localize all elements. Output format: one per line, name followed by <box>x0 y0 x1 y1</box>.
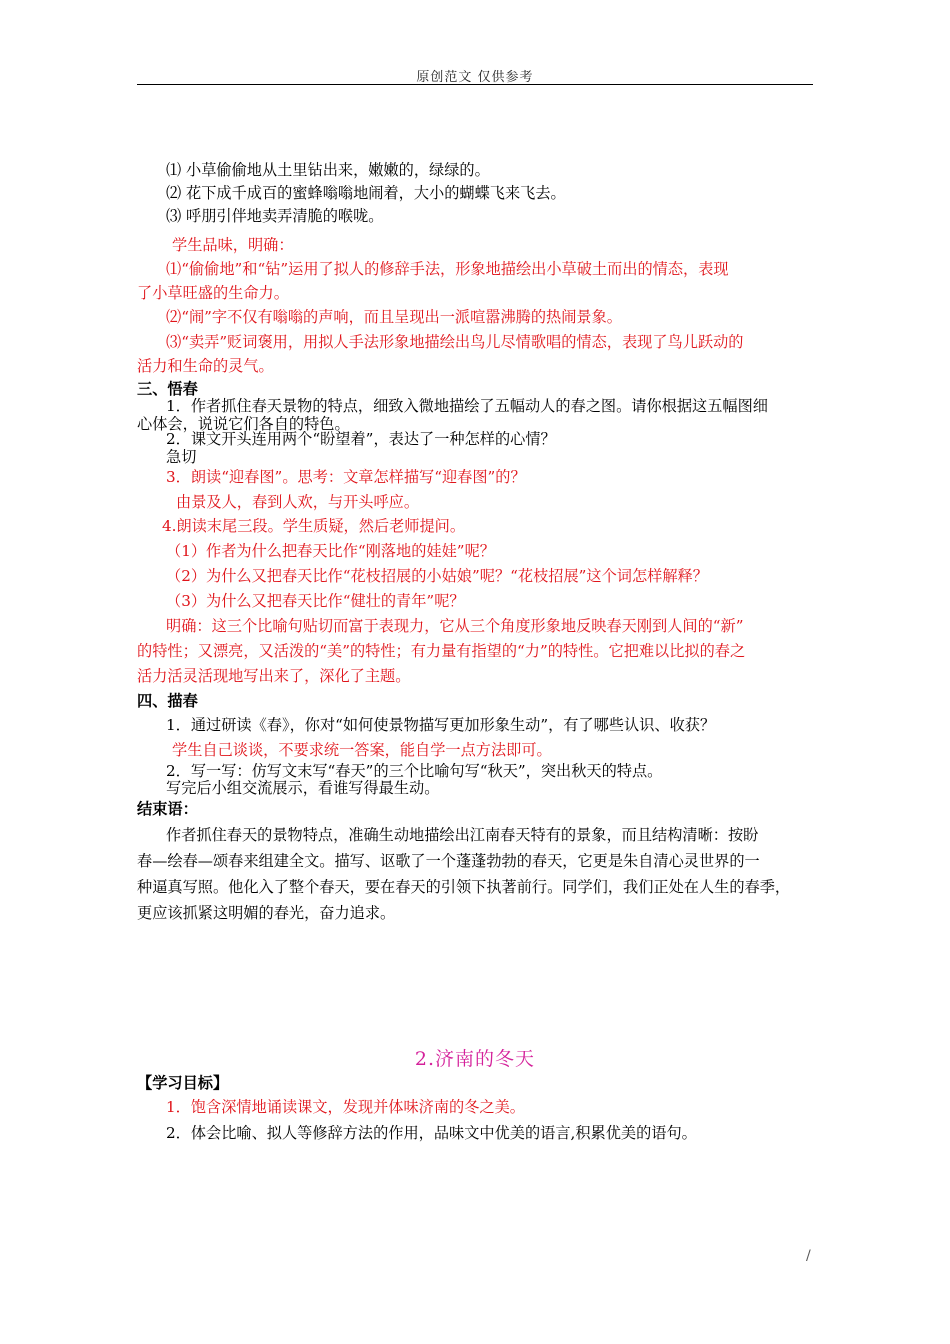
appreciation-2: ⑵“闹”字不仅有嗡嗡的声响，而且呈现出一派喧嚣沸腾的热闹景象。 <box>166 308 622 326</box>
section3-sub1: （1）作者为什么把春天比作“刚落地的娃娃”呢？ <box>166 542 495 560</box>
section4-heading: 四、描春 <box>137 692 198 710</box>
example-1: ⑴ 小草偷偷地从土里钻出来，嫩嫩的，绿绿的。 <box>166 161 490 179</box>
section3-heading: 三、悟春 <box>137 380 198 398</box>
section3-sub2: （2）为什么又把春天比作“花枝招展的小姑娘”呢？“花枝招展”这个词怎样解释？ <box>166 567 708 585</box>
section3-sub3: （3）为什么又把春天比作“健壮的青年”呢？ <box>166 592 465 610</box>
header-rule <box>137 84 813 85</box>
page-header: 原创范文 仅供参考 <box>416 70 534 85</box>
example-3: ⑶ 呼朋引伴地卖弄清脆的喉咙。 <box>166 207 384 225</box>
page-mark: / <box>806 1248 811 1264</box>
section3-q3: 3．朗读“迎春图”。思考：文章怎样描写“迎春图”的？ <box>166 468 526 486</box>
section3-a3: 由景及人，春到人欢，与开头呼应。 <box>176 493 419 511</box>
appreciation-1a: ⑴“偷偷地”和“钻”运用了拟人的修辞手法，形象地描绘出小草破土而出的情态，表现 <box>166 260 729 278</box>
appreciation-3a: ⑶“卖弄”贬词褒用，用拟人手法形象地描绘出鸟儿尽情歌唱的情态，表现了鸟儿跃动的 <box>166 333 744 351</box>
learning-goals-heading: 【学习目标】 <box>137 1074 229 1092</box>
appreciation-intro: 学生品味，明确： <box>172 236 294 254</box>
conclusion-line-3: 种逼真写照。他化入了整个春天，要在春天的引领下执著前行。同学们，我们正处在人生的春季， <box>137 878 791 896</box>
appreciation-3b: 活力和生命的灵气。 <box>137 357 274 375</box>
section4-q2b: 写完后小组交流展示，看谁写得最生动。 <box>166 779 440 797</box>
section3-m2: 的特性；又漂亮，又活泼的“美”的特性；有力量有指望的“力”的特性。它把难以比拟的春之 <box>137 642 746 660</box>
section3-m3: 活力活灵活现地写出来了，深化了主题。 <box>137 667 411 685</box>
section3-q2: 2．课文开头连用两个“盼望着”，表达了一种怎样的心情？ <box>166 430 556 448</box>
example-2: ⑵ 花下成千成百的蜜蜂嗡嗡地闹着，大小的蝴蝶飞来飞去。 <box>166 184 566 202</box>
lesson-title: 2.济南的冬天 <box>414 1048 536 1070</box>
learning-goal-2: 2．体会比喻、拟人等修辞方法的作用，品味文中优美的语言,积累优美的语句。 <box>166 1124 697 1142</box>
conclusion-line-1: 作者抓住春天的景物特点，准确生动地描绘出江南春天特有的景象，而且结构清晰：按盼 <box>166 826 759 844</box>
learning-goal-1: 1．饱含深情地诵读课文，发现并体味济南的冬之美。 <box>166 1098 525 1116</box>
section4-a1: 学生自己谈谈，不要求统一答案，能自学一点方法即可。 <box>172 741 552 759</box>
conclusion-heading: 结束语： <box>137 800 198 818</box>
section3-m1: 明确：这三个比喻句贴切而富于表现力，它从三个角度形象地反映春天刚到人间的“新” <box>166 617 744 635</box>
appreciation-1b: 了小草旺盛的生命力。 <box>137 284 289 302</box>
section4-q2: 2．写一写：仿写文末写“春天”的三个比喻句写“秋天”，突出秋天的特点。 <box>166 762 663 780</box>
section3-q4: 4.朗读末尾三段。学生质疑，然后老师提问。 <box>162 517 466 535</box>
conclusion-line-4: 更应该抓紧这明媚的春光，奋力追求。 <box>137 904 396 922</box>
section3-a2: 急切 <box>166 448 197 466</box>
conclusion-line-2: 春—绘春—颂春来组建全文。描写、讴歌了一个蓬蓬勃勃的春天，它更是朱自清心灵世界的一 <box>137 852 760 870</box>
section3-q1a: 1．作者抓住春天景物的特点，细致入微地描绘了五幅动人的春之图。请你根据这五幅图细 <box>166 397 768 415</box>
section4-q1: 1．通过研读《春》，你对“如何使景物描写更加形象生动”，有了哪些认识、收获？ <box>166 716 716 734</box>
section3-q1b: 心体会，说说它们各自的特色。 <box>137 415 350 433</box>
